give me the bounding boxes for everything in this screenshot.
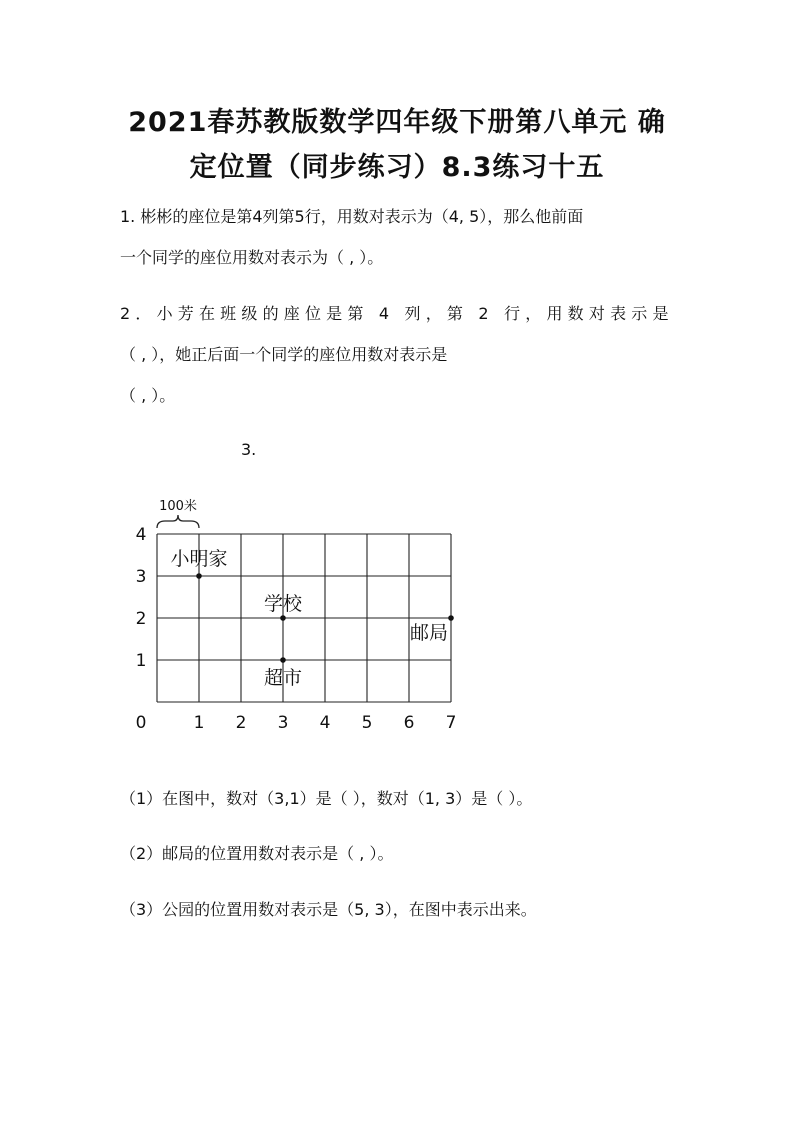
question-3-sub-1: （1）在图中，数对（3,1）是（ ），数对（1, 3）是（ ）。 xyxy=(120,789,533,808)
x-tick-label: 3 xyxy=(277,713,289,733)
y-tick-label: 2 xyxy=(135,609,147,629)
x-tick-label: 4 xyxy=(319,713,331,733)
place-label: 邮局 xyxy=(409,622,449,644)
place-label: 超市 xyxy=(263,667,303,689)
place-point xyxy=(448,615,454,621)
place-label: 小明家 xyxy=(170,548,228,570)
y-tick-label: 1 xyxy=(135,651,147,671)
question-2-line-2: （ , ），她正后面一个同学的座位用数对表示是 xyxy=(120,345,448,364)
x-tick-label: 6 xyxy=(403,713,415,733)
x-tick-label: 5 xyxy=(361,713,373,733)
question-2-line-1: 2．小芳在班级的座位是第 4 列，第 2 行，用数对表示是 xyxy=(120,304,674,323)
place-point xyxy=(280,657,286,663)
question-3-number: 3. xyxy=(241,440,257,459)
question-3-sub-3: （3）公园的位置用数对表示是（5, 3），在图中表示出来。 xyxy=(120,900,537,919)
place-point xyxy=(196,573,202,579)
x-tick-label: 1 xyxy=(193,713,205,733)
question-3-sub-2: （2）邮局的位置用数对表示是（ , ）。 xyxy=(120,844,394,863)
y-tick-label: 4 xyxy=(135,525,147,545)
x-tick-label: 7 xyxy=(445,713,457,733)
scale-brace xyxy=(157,515,199,528)
y-tick-label: 3 xyxy=(135,567,147,587)
x-tick-label: 0 xyxy=(135,713,147,733)
coordinate-grid-figure xyxy=(120,480,480,740)
scale-label: 100米 xyxy=(159,499,197,514)
question-2-line-3: （ , ）。 xyxy=(120,386,176,405)
place-point xyxy=(280,615,286,621)
question-1-line-2: 一个同学的座位用数对表示为（ , ）。 xyxy=(120,248,384,267)
x-tick-label: 2 xyxy=(235,713,247,733)
page-title-line-2: 定位置（同步练习）8.3练习十五 xyxy=(189,152,605,183)
place-label: 学校 xyxy=(263,593,303,615)
page-title-line-1: 2021春苏教版数学四年级下册第八单元 确 xyxy=(128,107,666,138)
question-1-line-1: 1. 彬彬的座位是第4列第5行，用数对表示为（4, 5），那么他前面 xyxy=(120,207,584,226)
